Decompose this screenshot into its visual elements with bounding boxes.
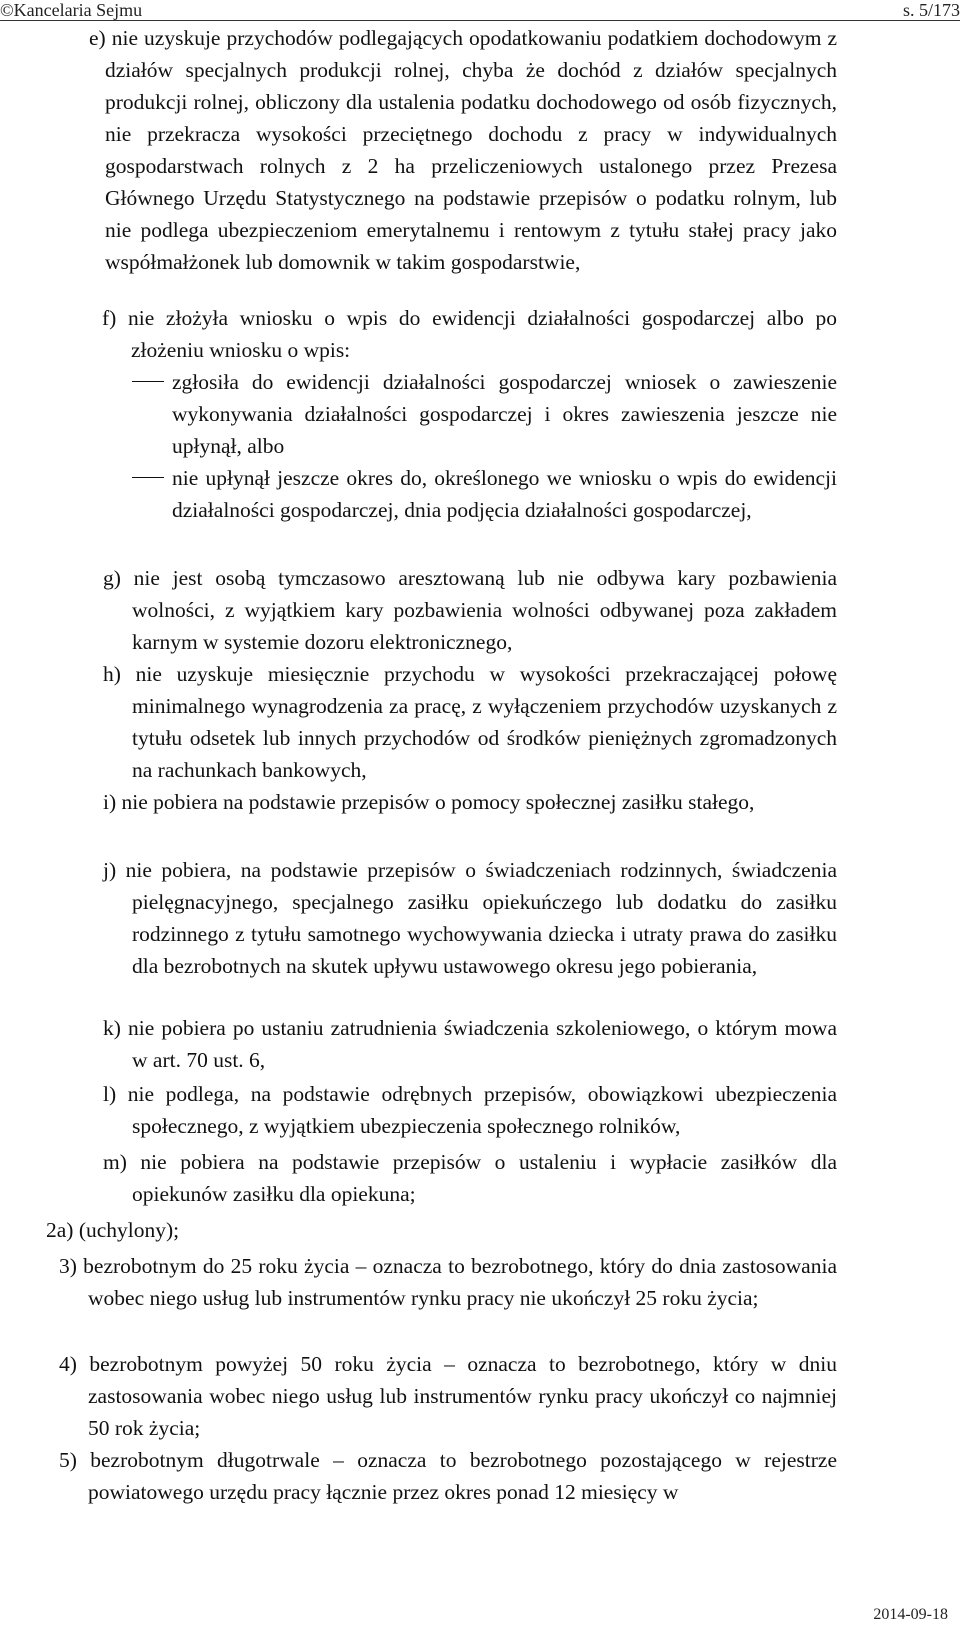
dash-bullet bbox=[132, 381, 164, 382]
paragraph-m: m) nie pobiera na podstawie przepisów o ustaleniu i wypłacie zasiłków dla opiekunów zasiłku dla opiekuna; bbox=[103, 1150, 837, 1206]
paragraph-l: l) nie podlega, na podstawie odrębnych przepisów, obowiązkowi ubezpieczenia społecznego, z wyjątkiem ubezpieczenia społecznego rolników, bbox=[103, 1082, 837, 1138]
footer-date: 2014-09-18 bbox=[873, 1606, 948, 1623]
paragraph-h: h) nie uzyskuje miesięcznie przychodu w wysokości przekraczającej połowę minimalnego wynagrodzenia za pracę, z wyłączeniem przychodów uzyskanych z tytułu odsetek lub innych przychodów od środków pieniężnych zgromadzonych na rachunkach bankowych, bbox=[103, 662, 837, 782]
dash-bullet bbox=[132, 477, 164, 478]
paragraph-g: g) nie jest osobą tymczasowo aresztowaną lub nie odbywa kary pozbawienia wolności, z wyjątkiem kary pozbawienia wolności odbywanej poza zakładem karnym w systemie dozoru elektronicznego, bbox=[103, 566, 837, 654]
paragraph-i: i) nie pobiera na podstawie przepisów o pomocy społecznej zasiłku stałego, bbox=[103, 790, 755, 814]
paragraph-4: 4) bezrobotnym powyżej 50 roku życia – oznacza to bezrobotnego, który w dniu zastosowania wobec niego usług lub instrumentów rynku pracy ukończył co najmniej 50 rok życia; bbox=[59, 1352, 837, 1440]
paragraph-k: k) nie pobiera po ustaniu zatrudnienia świadczenia szkoleniowego, o którym mowa w art. 70 ust. 6, bbox=[103, 1016, 837, 1072]
paragraph-f-tiret-2: nie upłynął jeszcze okres do, określonego we wniosku o wpis do ewidencji działalności gospodarczej, dnia podjęcia działalności gospodarczej, bbox=[172, 466, 837, 522]
paragraph-j: j) nie pobiera, na podstawie przepisów o świadczeniach rodzinnych, świadczenia pielęgnacyjnego, specjalnego zasiłku opiekuńczego lub dodatku do zasiłku rodzinnego z tytułu samotnego wychowywania dziecka i utraty prawa do zasiłku dla bezrobotnych na skutek upływu ustawowego okresu jego pobierania, bbox=[103, 858, 837, 978]
header-page-number: s. 5/173 bbox=[902, 0, 960, 20]
paragraph-f-tiret-1: zgłosiła do ewidencji działalności gospodarczej wniosek o zawieszenie wykonywania działalności gospodarczej i okres zawieszenia jeszcze nie upłynął, albo bbox=[172, 370, 837, 458]
paragraph-5: 5) bezrobotnym długotrwale – oznacza to bezrobotnego pozostającego w rejestrze powiatowego urzędu pracy łącznie przez okres ponad 12 miesięcy w bbox=[59, 1448, 837, 1504]
paragraph-3: 3) bezrobotnym do 25 roku życia – oznacza to bezrobotnego, który do dnia zastosowania wobec niego usług lub instrumentów rynku pracy nie ukończył 25 roku życia; bbox=[59, 1254, 837, 1310]
paragraph-e: e) nie uzyskuje przychodów podlegających opodatkowaniu podatkiem dochodowym z działów specjalnych produkcji rolnej, chyba że dochód z działów specjalnych produkcji rolnej, obliczony dla ustalenia podatku dochodowego od osób fizycznych, nie przekracza wysokości przeciętnego dochodu z pracy w indywidualnych gospodarstwach rolnych z 2 ha przeliczeniowych ustalonego przez Prezesa Głównego Urzędu Statystycznego na podstawie przepisów o podatku rolnym, lub nie podlega ubezpieczeniom emerytalnemu i rentowym z tytułu stałej pracy jako współmałżonek lub domownik w takim gospodarstwie, bbox=[89, 26, 837, 274]
header-divider bbox=[0, 20, 960, 21]
paragraph-f: f) nie złożyła wniosku o wpis do ewidencji działalności gospodarczej albo po złożeniu wniosku o wpis: bbox=[102, 306, 837, 362]
paragraph-2a: 2a) (uchylony); bbox=[46, 1218, 180, 1242]
header-source: ©Kancelaria Sejmu bbox=[0, 0, 143, 20]
